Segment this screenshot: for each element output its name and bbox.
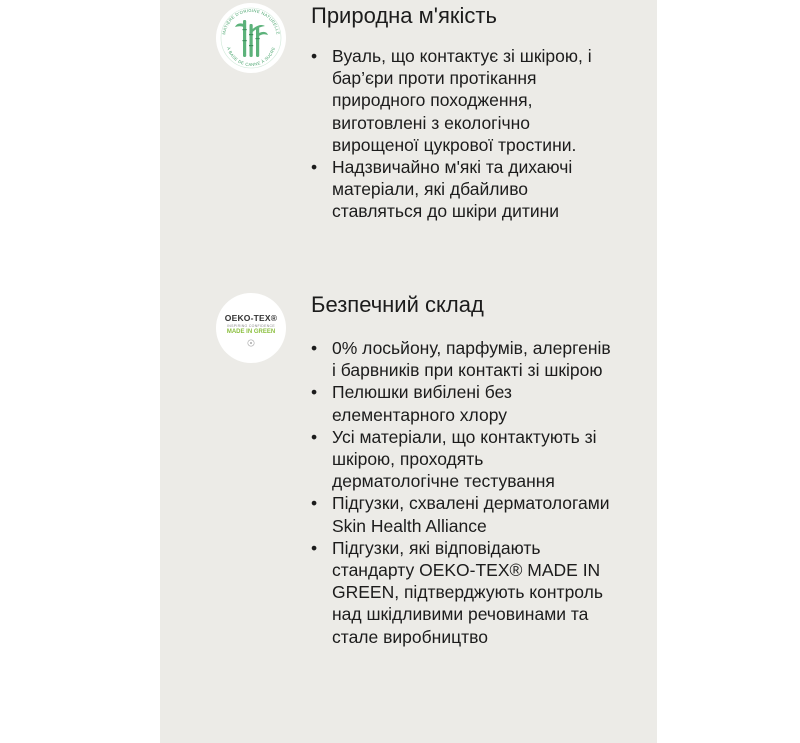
- sugarcane-badge: [216, 3, 286, 73]
- list-item: • Підгузки, схвалені дерматологами Skin Health Alliance: [311, 493, 610, 536]
- bullet-list: [311, 45, 612, 223]
- list-item: • Надзвичайно м'які та дихаючі матеріали, які дбайливо ставляться до шкіри дитини: [311, 157, 573, 222]
- section-title: Природна м'якість: [311, 3, 497, 28]
- svg-text:À BASE DE CANNE À SUCRE: À BASE DE CANNE À SUCRE: [225, 46, 277, 68]
- content-panel: [160, 0, 657, 743]
- list-item: • Усі матеріали, що контактують зі шкірою, проходять дерматологічне тестування: [311, 426, 597, 492]
- list-item: • Підгузки, які відповідають стандарту OEKO-TEX® MADE IN GREEN, підтверджують контроль над шкідливими речовинами та стале виробництво: [311, 537, 603, 647]
- oeko-tex-badge: [216, 293, 286, 363]
- oeko-tex-made-in-green-logo: [216, 293, 286, 363]
- flower-icon: [216, 293, 286, 363]
- section-title: Безпечний склад: [311, 292, 484, 317]
- list-item: • 0% лосьйону, парфумів, алергенів і барвників при контакті зі шкірою: [311, 338, 611, 381]
- list-item: • Вуаль, що контактує зі шкірою, і бар’єри проти протікання природного походження, виготовлені з екологічно вирощеної цукрової тростини.: [311, 46, 592, 155]
- svg-text:MATIÈRE D'ORIGINE NATURELLE: MATIÈRE D'ORIGINE NATURELLE: [221, 7, 281, 36]
- oeko-tex-brand: OEKO-TEX®: [224, 313, 278, 323]
- list-item: • Пелюшки вибілені без елементарного хлору: [311, 382, 512, 425]
- sugarcane-icon: [216, 3, 286, 73]
- made-in-green-label: MADE IN GREEN: [226, 329, 276, 335]
- oeko-tex-tagline: INSPIRING CONFIDENCE: [226, 324, 275, 328]
- bullet-list: [311, 337, 612, 648]
